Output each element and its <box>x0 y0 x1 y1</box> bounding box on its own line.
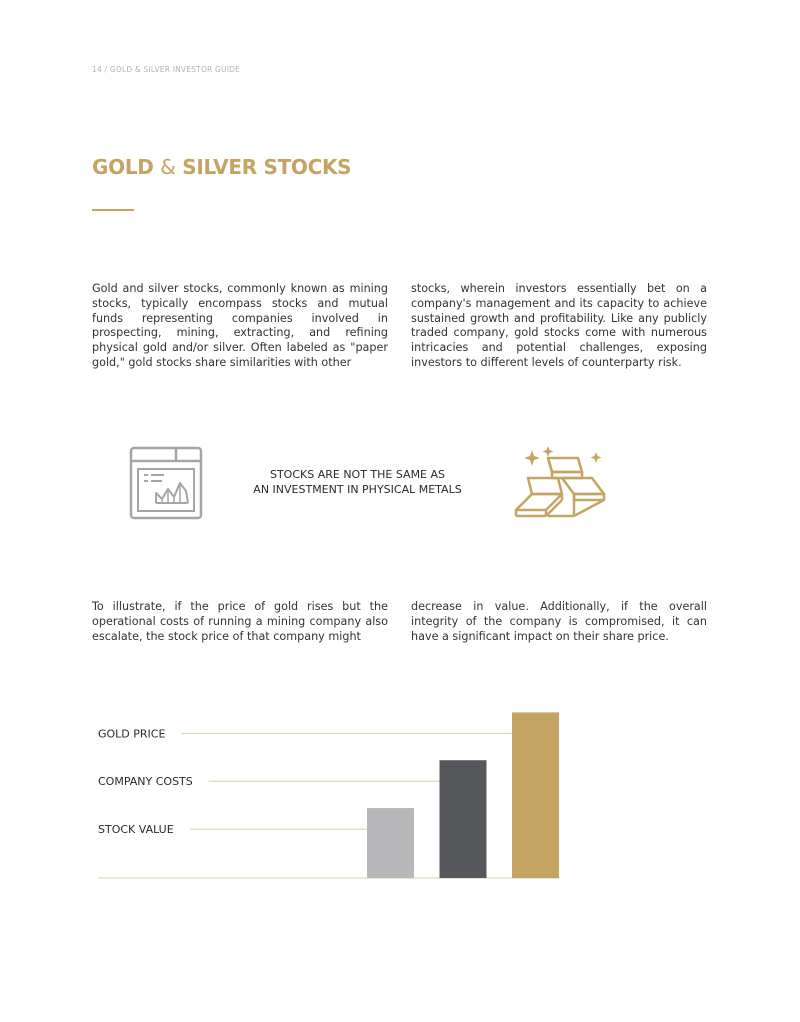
label-stock-value: STOCK VALUE <box>98 823 174 837</box>
title-gold: GOLD <box>92 155 154 179</box>
bar-company-costs <box>440 760 487 878</box>
intro-paragraph-right: stocks, wherein investors essentially bet on a company's management and its capacity to achieve sustained growth and profitability. Like any publicly traded company, gold stocks come with numerous intricacies and potential challenges, exposing investors to different levels of counterparty risk. <box>411 282 707 369</box>
intro-paragraph-left: Gold and silver stocks, commonly known as mining stocks, typically encompass stocks and mutual funds representing companies involved in prospecting, mining, extracting, and refining physical gold and/or silver. Often labeled as "paper gold," gold stocks share similarities with other <box>92 282 388 369</box>
illustration-paragraph-right: decrease in value. Additionally, if the overall integrity of the company is compromised, it can have a significant impact on their share price. <box>411 600 707 643</box>
bar-stock-value <box>367 808 414 878</box>
bar-gold-price <box>512 712 559 878</box>
title-ampersand: & <box>160 155 176 179</box>
callout-line-2: AN INVESTMENT IN PHYSICAL METALS <box>253 482 462 496</box>
callout-line-1: STOCKS ARE NOT THE SAME AS <box>269 468 446 481</box>
running-header: 14 / GOLD & SILVER INVESTOR GUIDE <box>92 65 241 74</box>
label-company-costs: COMPANY COSTS <box>98 775 193 789</box>
illustration-paragraph-left: To illustrate, if the price of gold rises but the operational costs of running a mining company also escalate, the stock price of that company might <box>92 600 388 643</box>
label-gold-price: GOLD PRICE <box>98 727 166 741</box>
title-silver-stocks: SILVER STOCKS <box>182 155 352 179</box>
